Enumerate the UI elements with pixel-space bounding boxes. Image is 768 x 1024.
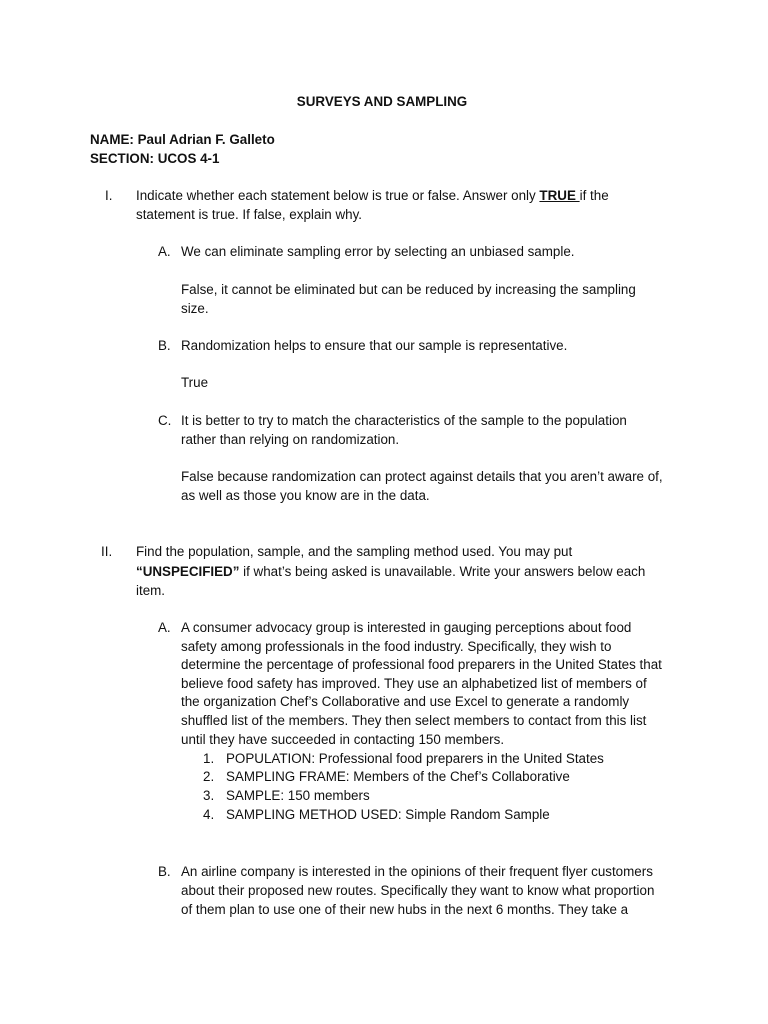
item-letter: B. [158, 338, 171, 353]
answer-number: 3. [203, 788, 215, 803]
item-paragraph-line: An airline company is interested in the opinions of their frequent flyer customers [181, 864, 653, 879]
item-paragraph-line: determine the percentage of professional food preparers in the United States that [181, 657, 662, 672]
part2-instructions: Find the population, sample, and the sampling method used. You may put [136, 544, 573, 559]
item-answer: False, it cannot be eliminated but can be reduced by increasing the sampling [181, 282, 636, 297]
answer-number: 1. [203, 751, 215, 766]
answer-sampling-frame: SAMPLING FRAME: Members of the Chef’s Collaborative [226, 769, 570, 784]
item-answer: False because randomization can protect against details that you aren’t aware of, [181, 469, 663, 484]
item-statement: It is better to try to match the characteristics of the sample to the population [181, 413, 627, 428]
item-paragraph-line: about their proposed new routes. Specifically they want to know what proportion [181, 883, 655, 898]
item-letter: B. [158, 864, 171, 879]
item-paragraph-line: until they have succeeded in contacting 150 members. [181, 732, 505, 747]
item-statement: We can eliminate sampling error by selecting an unbiased sample. [181, 244, 575, 259]
item-paragraph-line: the organization Chef’s Collaborative and use Excel to generate a randomly [181, 694, 630, 709]
part1-numeral: I. [105, 188, 113, 203]
item-paragraph-line: of them plan to use one of their new hubs in the next 6 months. They take a [181, 902, 629, 917]
answer-sample: SAMPLE: 150 members [226, 788, 370, 803]
true-keyword: TRUE [539, 188, 580, 203]
item-letter: A. [158, 244, 171, 259]
answer-population: POPULATION: Professional food preparers in the United States [226, 751, 604, 766]
part2-instructions-cont: “UNSPECIFIED” if what’s being asked is unavailable. Write your answers below each [136, 564, 646, 579]
item-answer: True [181, 375, 209, 390]
student-name: NAME: Paul Adrian F. Galleto [90, 132, 275, 147]
answer-sampling-method: SAMPLING METHOD USED: Simple Random Sample [226, 807, 550, 822]
part2-numeral: II. [101, 544, 113, 559]
item-statement: rather than relying on randomization. [181, 432, 400, 447]
part1-instructions: Indicate whether each statement below is true or false. Answer only TRUE if the [136, 188, 609, 203]
item-letter: C. [158, 413, 172, 428]
item-paragraph-line: shuffled list of the members. They then select members to contact from this list [181, 713, 647, 728]
item-paragraph-line: safety among professionals in the food industry. Specifically, they wish to [181, 639, 612, 654]
section-label: SECTION: UCOS 4-1 [90, 151, 220, 166]
item-paragraph-line: A consumer advocacy group is interested in gauging perceptions about food [181, 620, 632, 635]
item-letter: A. [158, 620, 171, 635]
item-answer: as well as those you know are in the data. [181, 488, 430, 503]
part2-instructions-cont: item. [136, 583, 166, 598]
item-paragraph-line: believe food safety has improved. They use an alphabetized list of members of [181, 676, 647, 691]
item-answer: size. [181, 301, 209, 316]
item-statement: Randomization helps to ensure that our sample is representative. [181, 338, 568, 353]
answer-number: 2. [203, 769, 215, 784]
part1-instructions-cont: statement is true. If false, explain why. [136, 207, 363, 222]
unspecified-keyword: “UNSPECIFIED” [136, 564, 240, 579]
answer-number: 4. [203, 807, 215, 822]
page-title: SURVEYS AND SAMPLING [296, 94, 468, 109]
